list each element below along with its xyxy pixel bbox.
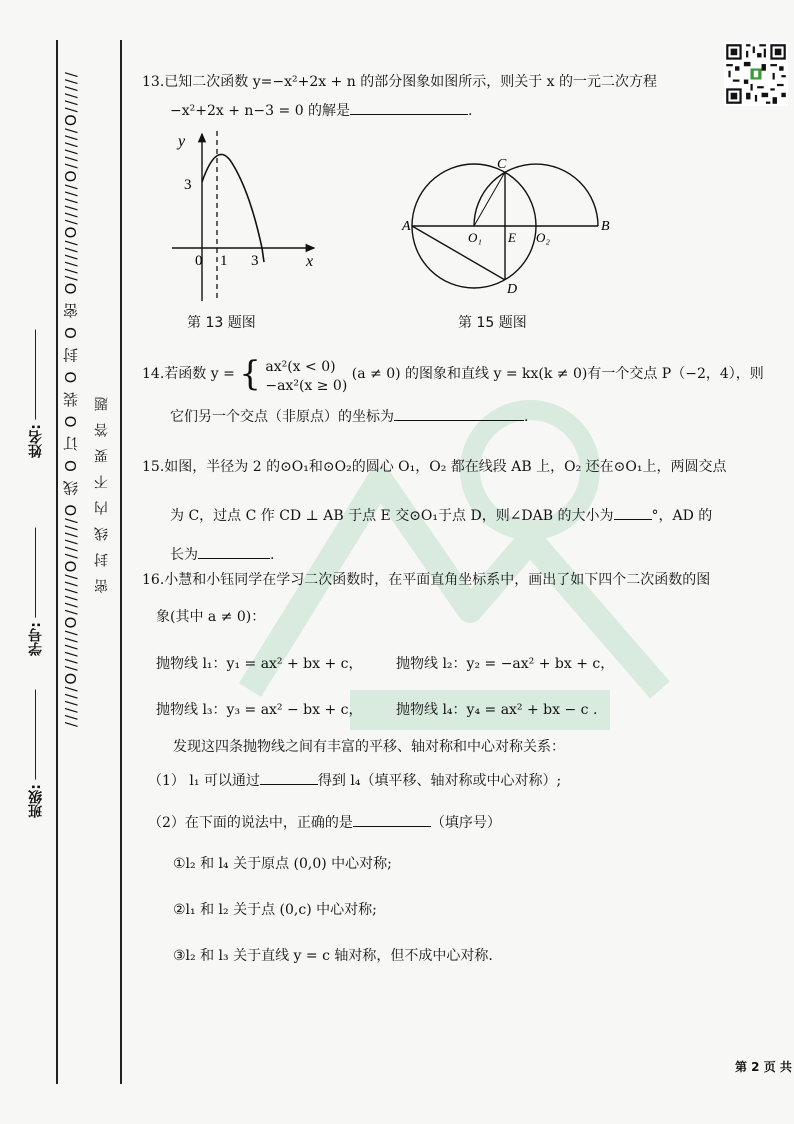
q16-part2-end: （填序号） [430,815,501,831]
q15-line2-mid: °，AD 的 [651,508,713,524]
binding-line-outer [56,40,58,1084]
q14-suffix: 的图象和直线 y = kx(k ≠ 0)有一个交点 P（−2，4），则 [405,366,764,382]
student-id-label: 学号: [28,622,44,656]
name-label: 姓名: [28,424,44,458]
q15-line3-text: 长为 [170,547,198,563]
tick-three-label: 3 [251,253,259,269]
q14-cases [265,358,347,396]
q14-brace: { [239,354,261,394]
name-field [26,330,46,458]
q14-line2-end: . [524,409,529,425]
seal-notice-text: 密封线内不要答题 [94,385,110,593]
q16-part2-text: （2）在下面的说法中，正确的是 [148,815,353,831]
y-axis-label: y [178,133,186,150]
point-c-label: C [497,157,507,172]
point-d-label: D [507,282,518,297]
origin-label: 0 [195,253,203,269]
q14-prefix: 14.若函数 y = [142,366,235,382]
q13-answer-blank[interactable] [350,100,468,115]
class-label: 班级: [28,784,44,818]
q16-part1 [148,770,561,791]
qr-code-icon [724,42,788,106]
point-b-label: B [601,219,610,234]
q15-length-blank[interactable] [198,544,270,559]
class-field [26,690,46,818]
q13-line2-end: . [468,103,473,119]
q14-line2-text: 它们另一个交点（非原点）的坐标为 [170,409,394,425]
q16-part2 [148,812,501,833]
q13-line1: 13.已知二次函数 y=−x²+2x + n 的部分图象如图所示，则关于 x 的一元二次方程 [142,74,658,90]
q16-statement-2: ②l₁ 和 l₂ 关于点 (0,c) 中心对称; [173,902,377,918]
parabola-curve [202,154,264,262]
q16-parabola-l3: 抛物线 l₃：y₃ = ax² − bx + c， [156,702,363,718]
q16-part1-end: 得到 l₄（填平移、轴对称或中心对称）; [317,773,562,789]
y-intercept-label: 3 [184,177,192,193]
q15-line3-end: . [270,547,275,563]
q13-line2 [170,100,473,121]
q16-parabola-l4: 抛物线 l₄：y₄ = ax² + bx − c . [396,702,598,718]
q16-parabola-l2: 抛物线 l₂：y₂ = −ax² + bx + c， [396,656,615,672]
student-id-field [26,528,46,656]
segment-co1 [474,172,505,226]
point-e-label: E [508,230,516,245]
q16-line1: 16.小慧和小钰同学在学习二次函数时，在平面直角坐标系中，画出了如下四个二次函数的图 [142,572,711,588]
q16-part1-text: （1） l₁ 可以通过 [148,773,260,789]
q15-angle-blank[interactable] [614,505,652,520]
x-axis-label: x [306,253,314,270]
q13-graph [164,126,324,306]
point-o2-label: O₂ [536,230,550,245]
q16-part2-blank[interactable] [353,812,431,827]
q14-case1: ax²(x < 0) [265,359,336,375]
point-o1-label: O₁ [468,230,482,245]
q16-part1-blank[interactable] [260,770,318,785]
point-a-label: A [402,219,411,234]
q13-figure-caption: 第 13 题图 [187,315,256,331]
q14-line2 [170,406,528,427]
seal-line-text: //////O//////O//////O//////O 线 O 订 O 装 O 封 O 密 O//////O//////O//////O////// [62,70,80,727]
q14-case2: −ax²(x ≥ 0) [265,378,348,394]
q15-line2 [170,505,712,526]
q15-line3 [170,544,274,565]
segment-ad [412,226,505,280]
q15-line2-text: 为 C，过点 C 作 CD ⊥ AB 于点 E 交⊙O₁于点 D，则∠DAB 的大小为 [170,508,614,524]
q15-figure [400,150,620,300]
q16-intro: 发现这四条抛物线之间有丰富的平移、轴对称和中心对称关系： [173,739,565,755]
q14-answer-blank[interactable] [394,406,524,421]
q15-line1: 15.如图，半径为 2 的⊙O₁和⊙O₂的圆心 O₁，O₂ 都在线段 AB 上，O₂ 还在⊙O₁上，两圆交点 [142,459,727,475]
q13-line2-text: −x²+2x + n−3 = 0 的解是 [170,103,351,119]
binding-line-inner [120,40,122,1084]
q16-statement-3: ③l₂ 和 l₃ 关于直线 y = c 轴对称，但不成中心对称. [173,948,493,964]
page-footer: 第 2 页 共 [735,1060,792,1074]
q16-statement-1: ①l₂ 和 l₄ 关于原点 (0,0) 中心对称; [173,856,392,872]
q16-parabola-l1: 抛物线 l₁：y₁ = ax² + bx + c， [156,656,363,672]
q14-condition: (a ≠ 0) [351,366,401,382]
q16-line2: 象(其中 a ≠ 0)： [156,609,266,625]
q14-line1 [142,354,764,396]
tick-one-label: 1 [220,253,228,269]
q15-figure-caption: 第 15 题图 [458,315,527,331]
